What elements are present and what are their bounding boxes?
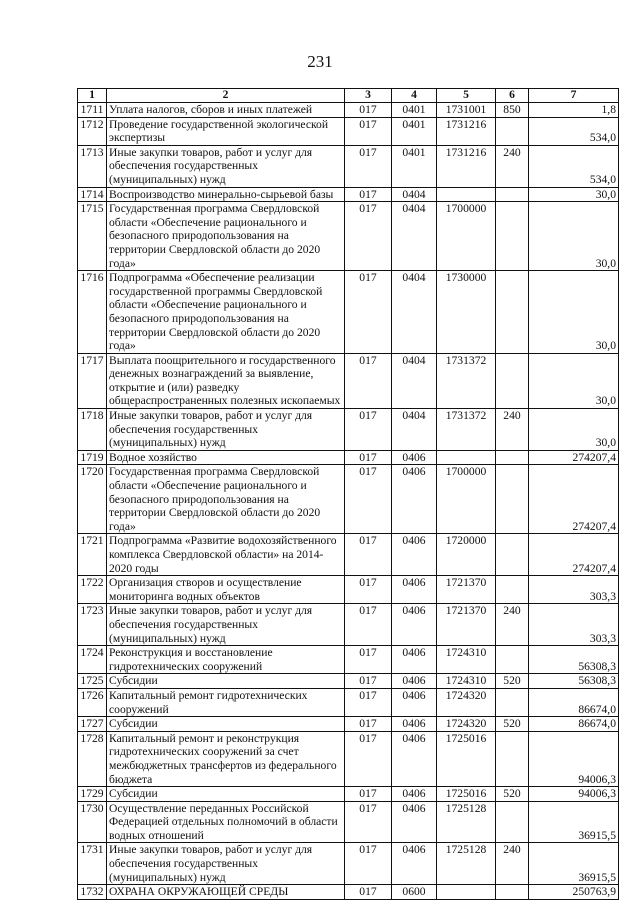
item-name-cell: Субсидии — [107, 717, 345, 732]
target-code-cell: 1724320 — [437, 717, 496, 732]
amount-cell: 86674,0 — [529, 688, 619, 716]
expense-type-cell: 850 — [496, 103, 529, 118]
expense-type-cell — [496, 465, 529, 534]
item-name-cell: Иные закупки товаров, работ и услуг для обеспечения государственных (муниципальных) нужд — [107, 604, 345, 646]
expense-type-cell — [496, 688, 529, 716]
table-row — [78, 688, 619, 716]
amount-cell: 274207,4 — [529, 534, 619, 576]
row-number-cell: 1731 — [78, 843, 107, 885]
expense-type-cell: 240 — [496, 843, 529, 885]
expense-type-cell — [496, 202, 529, 271]
row-number-cell: 1727 — [78, 717, 107, 732]
section-code-cell: 0406 — [392, 604, 437, 646]
table-row — [78, 604, 619, 646]
amount-cell: 56308,3 — [529, 674, 619, 689]
section-code-cell: 0401 — [392, 103, 437, 118]
amount-cell: 534,0 — [529, 117, 619, 145]
row-number-cell: 1721 — [78, 534, 107, 576]
admin-code-cell: 017 — [345, 409, 392, 451]
page-number: 231 — [307, 52, 333, 71]
target-code-cell: 1725016 — [437, 731, 496, 786]
item-name-cell: Государственная программа Свердловской области «Обеспечение рационального и безопасного природопользования на территории Свердловской области до 2020 года» — [107, 202, 345, 271]
row-number-cell: 1732 — [78, 885, 107, 900]
row-number-cell: 1715 — [78, 202, 107, 271]
expense-type-cell — [496, 885, 529, 900]
item-name-cell: Выплата поощрительного и государственного денежных вознаграждений за выявление, открытие и (или) разведку общераспространенных полезных ископаемых — [107, 353, 345, 408]
admin-code-cell: 017 — [345, 465, 392, 534]
target-code-cell: 1731001 — [437, 103, 496, 118]
admin-code-cell: 017 — [345, 717, 392, 732]
target-code-cell: 1725016 — [437, 787, 496, 802]
target-code-cell: 1700000 — [437, 202, 496, 271]
row-number-cell: 1718 — [78, 409, 107, 451]
row-number-cell: 1729 — [78, 787, 107, 802]
admin-code-cell: 017 — [345, 187, 392, 202]
target-code-cell: 1731372 — [437, 353, 496, 408]
column-header-3: 3 — [345, 89, 392, 103]
amount-cell: 274207,4 — [529, 465, 619, 534]
section-code-cell: 0404 — [392, 187, 437, 202]
column-header-7: 7 — [529, 89, 619, 103]
column-header-5: 5 — [437, 89, 496, 103]
amount-cell: 30,0 — [529, 353, 619, 408]
table-row — [78, 202, 619, 271]
expense-type-cell: 240 — [496, 145, 529, 187]
section-code-cell: 0406 — [392, 646, 437, 674]
column-header-1: 1 — [78, 89, 107, 103]
section-code-cell: 0406 — [392, 688, 437, 716]
table-row — [78, 353, 619, 408]
table-row — [78, 674, 619, 689]
expense-type-cell — [496, 271, 529, 354]
target-code-cell: 1731216 — [437, 117, 496, 145]
table-row — [78, 145, 619, 187]
row-number-cell: 1716 — [78, 271, 107, 354]
amount-cell: 30,0 — [529, 271, 619, 354]
row-number-cell: 1730 — [78, 801, 107, 843]
amount-cell: 534,0 — [529, 145, 619, 187]
admin-code-cell: 017 — [345, 646, 392, 674]
section-code-cell: 0406 — [392, 843, 437, 885]
section-code-cell: 0406 — [392, 576, 437, 604]
section-code-cell: 0404 — [392, 409, 437, 451]
section-code-cell: 0406 — [392, 717, 437, 732]
expense-type-cell — [496, 534, 529, 576]
row-number-cell: 1720 — [78, 465, 107, 534]
expense-type-cell: 240 — [496, 604, 529, 646]
amount-cell: 250763,9 — [529, 885, 619, 900]
row-number-cell: 1719 — [78, 450, 107, 465]
amount-cell: 30,0 — [529, 409, 619, 451]
row-number-cell: 1714 — [78, 187, 107, 202]
item-name-cell: Иные закупки товаров, работ и услуг для обеспечения государственных (муниципальных) нужд — [107, 145, 345, 187]
admin-code-cell: 017 — [345, 604, 392, 646]
target-code-cell — [437, 885, 496, 900]
section-code-cell: 0406 — [392, 534, 437, 576]
table-row — [78, 117, 619, 145]
target-code-cell: 1721370 — [437, 604, 496, 646]
admin-code-cell: 017 — [345, 674, 392, 689]
section-code-cell: 0401 — [392, 145, 437, 187]
item-name-cell: Государственная программа Свердловской области «Обеспечение рационального и безопасного природопользования на территории Свердловской области до 2020 года» — [107, 465, 345, 534]
table-row — [78, 271, 619, 354]
section-code-cell: 0404 — [392, 353, 437, 408]
target-code-cell: 1731372 — [437, 409, 496, 451]
expense-type-cell — [496, 576, 529, 604]
item-name-cell: Субсидии — [107, 787, 345, 802]
row-number-cell: 1711 — [78, 103, 107, 118]
item-name-cell: Подпрограмма «Обеспечение реализации государственной программы Свердловской области «Обеспечение рационального и безопасного природопользования на территории Свердловской области до 2020 года» — [107, 271, 345, 354]
table-row — [78, 465, 619, 534]
expense-type-cell: 520 — [496, 674, 529, 689]
target-code-cell: 1725128 — [437, 843, 496, 885]
row-number-cell: 1723 — [78, 604, 107, 646]
admin-code-cell: 017 — [345, 843, 392, 885]
section-code-cell: 0404 — [392, 202, 437, 271]
expense-type-cell: 520 — [496, 787, 529, 802]
row-number-cell: 1713 — [78, 145, 107, 187]
amount-cell: 274207,4 — [529, 450, 619, 465]
admin-code-cell: 017 — [345, 271, 392, 354]
amount-cell: 303,3 — [529, 576, 619, 604]
row-number-cell: 1726 — [78, 688, 107, 716]
amount-cell: 56308,3 — [529, 646, 619, 674]
item-name-cell: Подпрограмма «Развитие водохозяйственного комплекса Свердловской области» на 2014-2020 годы — [107, 534, 345, 576]
table-row — [78, 787, 619, 802]
expense-type-cell — [496, 353, 529, 408]
admin-code-cell: 017 — [345, 801, 392, 843]
target-code-cell — [437, 187, 496, 202]
item-name-cell: ОХРАНА ОКРУЖАЮЩЕЙ СРЕДЫ — [107, 885, 345, 900]
item-name-cell: Реконструкция и восстановление гидротехнических сооружений — [107, 646, 345, 674]
admin-code-cell: 017 — [345, 117, 392, 145]
row-number-cell: 1717 — [78, 353, 107, 408]
amount-cell: 94006,3 — [529, 731, 619, 786]
table-row — [78, 885, 619, 900]
table-row — [78, 576, 619, 604]
amount-cell: 303,3 — [529, 604, 619, 646]
admin-code-cell: 017 — [345, 202, 392, 271]
admin-code-cell: 017 — [345, 534, 392, 576]
admin-code-cell: 017 — [345, 576, 392, 604]
section-code-cell: 0406 — [392, 787, 437, 802]
column-header-4: 4 — [392, 89, 437, 103]
table-row — [78, 450, 619, 465]
section-code-cell: 0404 — [392, 271, 437, 354]
admin-code-cell: 017 — [345, 145, 392, 187]
target-code-cell — [437, 450, 496, 465]
section-code-cell: 0406 — [392, 674, 437, 689]
section-code-cell: 0406 — [392, 731, 437, 786]
table-row — [78, 187, 619, 202]
admin-code-cell: 017 — [345, 885, 392, 900]
admin-code-cell: 017 — [345, 353, 392, 408]
amount-cell: 36915,5 — [529, 801, 619, 843]
item-name-cell: Осуществление переданных Российской Федерацией отдельных полномочий в области водных отношений — [107, 801, 345, 843]
table-row — [78, 646, 619, 674]
expense-type-cell — [496, 801, 529, 843]
admin-code-cell: 017 — [345, 103, 392, 118]
target-code-cell: 1720000 — [437, 534, 496, 576]
table-row — [78, 103, 619, 118]
item-name-cell: Субсидии — [107, 674, 345, 689]
amount-cell: 36915,5 — [529, 843, 619, 885]
amount-cell: 30,0 — [529, 202, 619, 271]
section-code-cell: 0406 — [392, 801, 437, 843]
target-code-cell: 1700000 — [437, 465, 496, 534]
target-code-cell: 1724310 — [437, 674, 496, 689]
row-number-cell: 1728 — [78, 731, 107, 786]
admin-code-cell: 017 — [345, 731, 392, 786]
row-number-cell: 1725 — [78, 674, 107, 689]
row-number-cell: 1724 — [78, 646, 107, 674]
target-code-cell: 1725128 — [437, 801, 496, 843]
section-code-cell: 0401 — [392, 117, 437, 145]
column-header-6: 6 — [496, 89, 529, 103]
amount-cell: 30,0 — [529, 187, 619, 202]
target-code-cell: 1730000 — [437, 271, 496, 354]
expense-type-cell: 240 — [496, 409, 529, 451]
row-number-cell: 1712 — [78, 117, 107, 145]
item-name-cell: Проведение государственной экологической экспертизы — [107, 117, 345, 145]
item-name-cell: Уплата налогов, сборов и иных платежей — [107, 103, 345, 118]
budget-table — [77, 88, 619, 900]
section-code-cell: 0406 — [392, 450, 437, 465]
admin-code-cell: 017 — [345, 787, 392, 802]
table-row — [78, 409, 619, 451]
item-name-cell: Капитальный ремонт и реконструкция гидротехнических сооружений за счет межбюджетных трансфертов из федерального бюджета — [107, 731, 345, 786]
item-name-cell: Капитальный ремонт гидротехнических сооружений — [107, 688, 345, 716]
row-number-cell: 1722 — [78, 576, 107, 604]
admin-code-cell: 017 — [345, 688, 392, 716]
target-code-cell: 1721370 — [437, 576, 496, 604]
item-name-cell: Иные закупки товаров, работ и услуг для обеспечения государственных (муниципальных) нужд — [107, 843, 345, 885]
table-row — [78, 843, 619, 885]
item-name-cell: Иные закупки товаров, работ и услуг для обеспечения государственных (муниципальных) нужд — [107, 409, 345, 451]
table-row — [78, 731, 619, 786]
expense-type-cell: 520 — [496, 717, 529, 732]
admin-code-cell: 017 — [345, 450, 392, 465]
target-code-cell: 1724320 — [437, 688, 496, 716]
expense-type-cell — [496, 117, 529, 145]
expense-type-cell — [496, 731, 529, 786]
header-row — [78, 89, 619, 103]
table-row — [78, 534, 619, 576]
amount-cell: 86674,0 — [529, 717, 619, 732]
amount-cell: 94006,3 — [529, 787, 619, 802]
item-name-cell: Организация створов и осуществление мониторинга водных объектов — [107, 576, 345, 604]
table-body — [78, 103, 619, 900]
section-code-cell: 0406 — [392, 465, 437, 534]
expense-type-cell — [496, 646, 529, 674]
expense-type-cell — [496, 187, 529, 202]
amount-cell: 1,8 — [529, 103, 619, 118]
item-name-cell: Воспроизводство минерально-сырьевой базы — [107, 187, 345, 202]
section-code-cell: 0600 — [392, 885, 437, 900]
target-code-cell: 1724310 — [437, 646, 496, 674]
table-row — [78, 717, 619, 732]
table-row — [78, 801, 619, 843]
item-name-cell: Водное хозяйство — [107, 450, 345, 465]
target-code-cell: 1731216 — [437, 145, 496, 187]
expense-type-cell — [496, 450, 529, 465]
column-header-2: 2 — [107, 89, 345, 103]
